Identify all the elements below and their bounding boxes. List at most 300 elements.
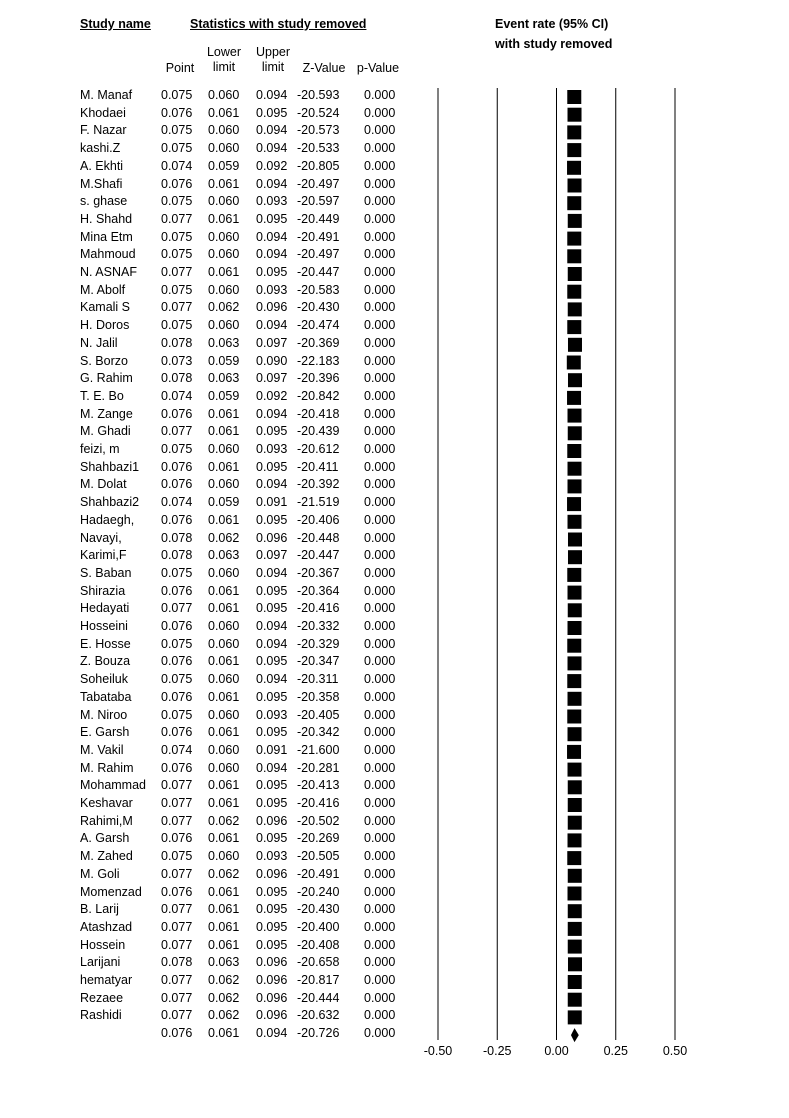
point-estimate: 0.076 (161, 831, 193, 846)
p-value: 0.000 (364, 105, 396, 120)
upper-limit: 0.093 (256, 282, 288, 297)
lower-limit: 0.061 (208, 176, 240, 191)
lower-limit: 0.059 (208, 353, 240, 368)
study-name: M. Ghadi (80, 424, 131, 439)
upper-limit: 0.095 (256, 831, 288, 846)
statistics-header: Statistics with study removed (190, 17, 367, 31)
point-marker (568, 816, 582, 830)
z-value: -20.240 (297, 884, 340, 899)
p-value: 0.000 (364, 459, 396, 474)
lower-limit: 0.063 (208, 548, 240, 563)
z-value: -20.405 (297, 707, 340, 722)
point-marker (567, 232, 581, 246)
study-name: M. Vakil (80, 742, 124, 757)
upper-limit: 0.096 (256, 1008, 288, 1023)
point-marker (568, 586, 582, 600)
p-value: 0.000 (364, 318, 396, 333)
upper-limit: 0.091 (256, 495, 288, 510)
upper-limit: 0.096 (256, 955, 288, 970)
point-marker (567, 356, 581, 370)
point-marker (568, 1010, 582, 1024)
upper-limit: 0.094 (256, 318, 288, 333)
point-estimate: 0.076 (161, 760, 193, 775)
point-marker (567, 745, 581, 759)
study-name: feizi, m (80, 442, 120, 456)
point-marker (568, 373, 582, 387)
point-estimate: 0.077 (161, 937, 193, 952)
p-value: 0.000 (364, 265, 396, 279)
study-name: Hosseini (80, 619, 128, 633)
p-value: 0.000 (364, 388, 396, 403)
point-marker (568, 515, 582, 529)
point-estimate: 0.076 (161, 459, 193, 474)
point-estimate: 0.076 (161, 583, 193, 598)
z-value: -20.311 (297, 672, 339, 687)
z-value: -20.497 (297, 176, 340, 191)
upper-limit: 0.097 (256, 548, 288, 563)
study-name: A. Ekhti (80, 158, 124, 173)
point-estimate: 0.076 (161, 176, 193, 191)
study-name: N. Jalil (80, 335, 118, 350)
point-estimate: 0.075 (161, 229, 193, 244)
study-name: Navayi, (80, 530, 122, 545)
upper-limit: 0.093 (256, 442, 288, 456)
z-value: -20.408 (297, 937, 340, 952)
z-value: -20.842 (297, 388, 340, 403)
lower-limit: 0.060 (208, 760, 240, 775)
upper-limit: 0.095 (256, 265, 288, 279)
lower-limit: 0.061 (208, 919, 240, 934)
z-value: -20.347 (297, 654, 340, 669)
upper-limit: 0.094 (256, 1026, 288, 1041)
study-name: Mina Etm (80, 229, 133, 244)
point-marker (568, 727, 582, 741)
upper-limit: 0.094 (256, 636, 288, 651)
point-estimate: 0.076 (161, 654, 193, 669)
point-estimate: 0.076 (161, 689, 193, 704)
upper-limit: 0.095 (256, 654, 288, 669)
z-value: -20.411 (297, 459, 339, 474)
upper-limit: 0.095 (256, 424, 288, 439)
point-marker (567, 444, 581, 458)
point-estimate: 0.076 (161, 406, 193, 421)
study-name: M. Manaf (80, 88, 133, 102)
study-name: H. Doros (80, 318, 130, 333)
lower-limit: 0.061 (208, 902, 240, 917)
lower-limit: 0.060 (208, 477, 240, 492)
p-value: 0.000 (364, 654, 396, 669)
study-name: M. Zange (80, 406, 133, 421)
p-value: 0.000 (364, 636, 396, 651)
point-marker (568, 338, 582, 352)
point-marker (567, 568, 581, 582)
point-marker (568, 108, 582, 122)
z-value: -20.392 (297, 477, 340, 492)
point-marker (568, 426, 582, 440)
point-marker (567, 161, 581, 175)
pooled-diamond (571, 1028, 579, 1042)
point-estimate: 0.074 (161, 388, 193, 403)
z-value: -20.491 (297, 229, 340, 244)
point-estimate: 0.075 (161, 707, 193, 722)
plot-title-line1: Event rate (95% CI) (495, 17, 609, 31)
study-name: F. Nazar (80, 123, 127, 138)
study-name: kashi.Z (80, 141, 121, 156)
column-header-point: Point (165, 61, 195, 75)
z-value: -20.396 (297, 371, 340, 386)
point-estimate: 0.076 (161, 725, 193, 740)
lower-limit: 0.060 (208, 123, 240, 138)
p-value: 0.000 (364, 371, 396, 386)
study-name: M. Zahed (80, 849, 133, 864)
point-estimate: 0.078 (161, 548, 193, 563)
lower-limit: 0.060 (208, 707, 240, 722)
column-header-upper-line2: limit (261, 60, 285, 74)
upper-limit: 0.095 (256, 583, 288, 598)
z-value: -20.817 (297, 973, 340, 987)
lower-limit: 0.060 (208, 194, 240, 209)
lower-limit: 0.063 (208, 371, 240, 386)
point-marker (567, 391, 581, 405)
study-name: s. ghase (80, 194, 128, 209)
upper-limit: 0.094 (256, 672, 288, 687)
z-value: -20.632 (297, 1008, 340, 1023)
upper-limit: 0.095 (256, 105, 288, 120)
z-value: -20.364 (297, 583, 340, 598)
upper-limit: 0.094 (256, 141, 288, 156)
point-estimate: 0.076 (161, 1026, 193, 1041)
study-name: Atashzad (80, 919, 133, 934)
study-name: Tabataba (80, 689, 132, 704)
point-estimate: 0.076 (161, 105, 193, 120)
upper-limit: 0.091 (256, 742, 288, 757)
point-marker (568, 798, 582, 812)
p-value: 0.000 (364, 495, 396, 510)
point-marker (568, 975, 582, 989)
study-name: Keshavar (80, 796, 133, 810)
point-marker (567, 249, 581, 263)
point-estimate: 0.077 (161, 813, 193, 828)
point-marker (567, 497, 581, 511)
lower-limit: 0.061 (208, 583, 240, 598)
point-marker (568, 887, 582, 901)
lower-limit: 0.060 (208, 619, 240, 633)
study-name: Mohammad (80, 778, 146, 793)
lower-limit: 0.059 (208, 388, 240, 403)
z-value: -20.342 (297, 725, 340, 740)
point-marker (567, 143, 581, 157)
point-estimate: 0.078 (161, 335, 193, 350)
point-estimate: 0.077 (161, 265, 193, 279)
point-estimate: 0.075 (161, 442, 193, 456)
lower-limit: 0.062 (208, 866, 240, 881)
p-value: 0.000 (364, 353, 396, 368)
study-name: Mahmoud (80, 247, 136, 262)
upper-limit: 0.096 (256, 813, 288, 828)
z-value: -20.329 (297, 636, 340, 651)
study-name-header: Study name (80, 17, 151, 31)
point-marker (568, 409, 582, 423)
z-value: -20.444 (297, 990, 340, 1005)
lower-limit: 0.061 (208, 937, 240, 952)
point-estimate: 0.074 (161, 158, 193, 173)
upper-limit: 0.096 (256, 530, 288, 545)
study-name: Shahbazi1 (80, 459, 140, 474)
upper-limit: 0.096 (256, 300, 288, 315)
point-estimate: 0.075 (161, 88, 193, 102)
point-marker (568, 479, 582, 493)
upper-limit: 0.096 (256, 866, 288, 881)
study-name: Hadaegh, (80, 512, 135, 527)
point-marker (568, 302, 582, 316)
point-marker (568, 656, 582, 670)
p-value: 0.000 (364, 300, 396, 315)
point-marker (567, 196, 581, 210)
point-estimate: 0.077 (161, 796, 193, 810)
point-marker (568, 780, 582, 794)
upper-limit: 0.095 (256, 512, 288, 527)
upper-limit: 0.094 (256, 88, 288, 102)
study-name: M. Dolat (80, 477, 127, 492)
z-value: -20.406 (297, 512, 340, 527)
p-value: 0.000 (364, 406, 396, 421)
study-name: Rezaee (80, 990, 124, 1005)
study-name: M.Shafi (80, 176, 123, 191)
column-header-p-value: p-Value (356, 61, 400, 75)
p-value: 0.000 (364, 760, 396, 775)
lower-limit: 0.060 (208, 442, 240, 456)
point-estimate: 0.076 (161, 619, 193, 633)
point-estimate: 0.077 (161, 1008, 193, 1023)
point-marker (568, 214, 582, 228)
study-name: G. Rahim (80, 371, 133, 386)
upper-limit: 0.092 (256, 158, 288, 173)
z-value: -22.183 (297, 353, 340, 368)
lower-limit: 0.061 (208, 831, 240, 846)
study-name: hematyar (80, 973, 133, 987)
point-estimate: 0.078 (161, 955, 193, 970)
lower-limit: 0.060 (208, 88, 240, 102)
upper-limit: 0.094 (256, 619, 288, 633)
study-name: Hedayati (80, 601, 130, 616)
upper-limit: 0.096 (256, 990, 288, 1005)
z-value: -20.726 (297, 1026, 340, 1041)
x-tick-label: 0.50 (662, 1044, 688, 1058)
study-name: M. Rahim (80, 760, 134, 775)
upper-limit: 0.094 (256, 406, 288, 421)
point-estimate: 0.075 (161, 247, 193, 262)
point-marker (567, 674, 581, 688)
upper-limit: 0.092 (256, 388, 288, 403)
lower-limit: 0.061 (208, 778, 240, 793)
study-name: S. Borzo (80, 353, 128, 368)
upper-limit: 0.090 (256, 353, 288, 368)
upper-limit: 0.093 (256, 707, 288, 722)
point-marker (568, 833, 582, 847)
z-value: -20.332 (297, 619, 340, 633)
point-estimate: 0.077 (161, 973, 193, 987)
point-estimate: 0.077 (161, 919, 193, 934)
upper-limit: 0.094 (256, 247, 288, 262)
p-value: 0.000 (364, 176, 396, 191)
p-value: 0.000 (364, 442, 396, 456)
point-estimate: 0.075 (161, 636, 193, 651)
point-marker (568, 957, 582, 971)
point-estimate: 0.077 (161, 601, 193, 616)
p-value: 0.000 (364, 831, 396, 846)
point-marker (567, 710, 581, 724)
upper-limit: 0.094 (256, 565, 288, 580)
p-value: 0.000 (364, 565, 396, 580)
point-marker (568, 904, 582, 918)
study-name: Larijani (80, 955, 121, 970)
lower-limit: 0.060 (208, 672, 240, 687)
p-value: 0.000 (364, 955, 396, 970)
lower-limit: 0.059 (208, 158, 240, 173)
lower-limit: 0.061 (208, 211, 240, 226)
point-estimate: 0.075 (161, 849, 193, 864)
z-value: -20.413 (297, 778, 340, 793)
p-value: 0.000 (364, 194, 396, 209)
p-value: 0.000 (364, 902, 396, 917)
p-value: 0.000 (364, 282, 396, 297)
z-value: -20.524 (297, 105, 340, 120)
point-marker (567, 285, 581, 299)
point-estimate: 0.075 (161, 282, 193, 297)
p-value: 0.000 (364, 1026, 396, 1041)
study-name: T. E. Bo (80, 388, 124, 403)
point-marker (568, 533, 582, 547)
z-value: -20.448 (297, 530, 340, 545)
point-estimate: 0.076 (161, 884, 193, 899)
study-name: M. Abolf (80, 282, 126, 297)
point-estimate: 0.077 (161, 778, 193, 793)
z-value: -20.533 (297, 141, 340, 156)
lower-limit: 0.061 (208, 884, 240, 899)
z-value: -20.805 (297, 158, 340, 173)
lower-limit: 0.060 (208, 742, 240, 757)
study-name: Z. Bouza (80, 654, 131, 669)
p-value: 0.000 (364, 796, 396, 810)
z-value: -20.612 (297, 442, 340, 456)
z-value: -20.497 (297, 247, 340, 262)
point-marker (568, 922, 582, 936)
z-value: -20.439 (297, 424, 340, 439)
z-value: -20.593 (297, 88, 340, 102)
point-estimate: 0.074 (161, 742, 193, 757)
lower-limit: 0.062 (208, 973, 240, 987)
point-estimate: 0.075 (161, 194, 193, 209)
p-value: 0.000 (364, 530, 396, 545)
column-header-z-value: Z-Value (302, 61, 346, 75)
point-estimate: 0.075 (161, 141, 193, 156)
lower-limit: 0.062 (208, 990, 240, 1005)
study-name: S. Baban (80, 565, 132, 580)
upper-limit: 0.097 (256, 371, 288, 386)
upper-limit: 0.095 (256, 902, 288, 917)
p-value: 0.000 (364, 1008, 396, 1023)
upper-limit: 0.095 (256, 459, 288, 474)
point-estimate: 0.076 (161, 512, 193, 527)
p-value: 0.000 (364, 672, 396, 687)
p-value: 0.000 (364, 725, 396, 740)
z-value: -20.367 (297, 565, 340, 580)
x-tick-label: 0.00 (544, 1044, 569, 1058)
point-marker (568, 692, 582, 706)
upper-limit: 0.095 (256, 778, 288, 793)
p-value: 0.000 (364, 141, 396, 156)
lower-limit: 0.061 (208, 725, 240, 740)
lower-limit: 0.060 (208, 849, 240, 864)
p-value: 0.000 (364, 158, 396, 173)
lower-limit: 0.062 (208, 813, 240, 828)
z-value: -20.597 (297, 194, 340, 209)
study-name: Momenzad (80, 884, 142, 899)
z-value: -20.369 (297, 335, 340, 350)
point-marker (567, 639, 581, 653)
lower-limit: 0.063 (208, 335, 240, 350)
lower-limit: 0.060 (208, 141, 240, 156)
point-marker (568, 763, 582, 777)
point-marker (568, 940, 582, 954)
point-marker (567, 320, 581, 334)
lower-limit: 0.060 (208, 282, 240, 297)
p-value: 0.000 (364, 742, 396, 757)
lower-limit: 0.061 (208, 424, 240, 439)
plot-title-line2: with study removed (495, 37, 613, 51)
lower-limit: 0.061 (208, 406, 240, 421)
upper-limit: 0.094 (256, 229, 288, 244)
z-value: -20.573 (297, 123, 340, 138)
study-name: Shirazia (80, 583, 126, 598)
upper-limit: 0.095 (256, 689, 288, 704)
z-value: -20.281 (297, 760, 340, 775)
z-value: -20.449 (297, 211, 340, 226)
z-value: -20.447 (297, 548, 340, 563)
p-value: 0.000 (364, 247, 396, 262)
point-estimate: 0.077 (161, 300, 193, 315)
lower-limit: 0.060 (208, 636, 240, 651)
x-tick-label: 0.25 (603, 1044, 628, 1058)
point-marker (567, 125, 581, 139)
column-header-lower-line2: limit (212, 60, 236, 74)
lower-limit: 0.063 (208, 955, 240, 970)
point-marker (567, 851, 581, 865)
point-marker (568, 550, 582, 564)
p-value: 0.000 (364, 849, 396, 864)
p-value: 0.000 (364, 813, 396, 828)
upper-limit: 0.095 (256, 937, 288, 952)
point-estimate: 0.078 (161, 530, 193, 545)
upper-limit: 0.095 (256, 919, 288, 934)
upper-limit: 0.094 (256, 760, 288, 775)
lower-limit: 0.061 (208, 512, 240, 527)
p-value: 0.000 (364, 707, 396, 722)
study-name: Soheiluk (80, 672, 128, 687)
p-value: 0.000 (364, 583, 396, 598)
lower-limit: 0.060 (208, 318, 240, 333)
lower-limit: 0.062 (208, 1008, 240, 1023)
study-name: H. Shahd (80, 211, 133, 226)
point-estimate: 0.075 (161, 672, 193, 687)
study-name: Kamali S (80, 300, 131, 315)
z-value: -20.416 (297, 796, 340, 810)
p-value: 0.000 (364, 866, 396, 881)
point-estimate: 0.077 (161, 866, 193, 881)
point-estimate: 0.075 (161, 318, 193, 333)
study-name: N. ASNAF (80, 265, 137, 279)
point-estimate: 0.077 (161, 211, 193, 226)
